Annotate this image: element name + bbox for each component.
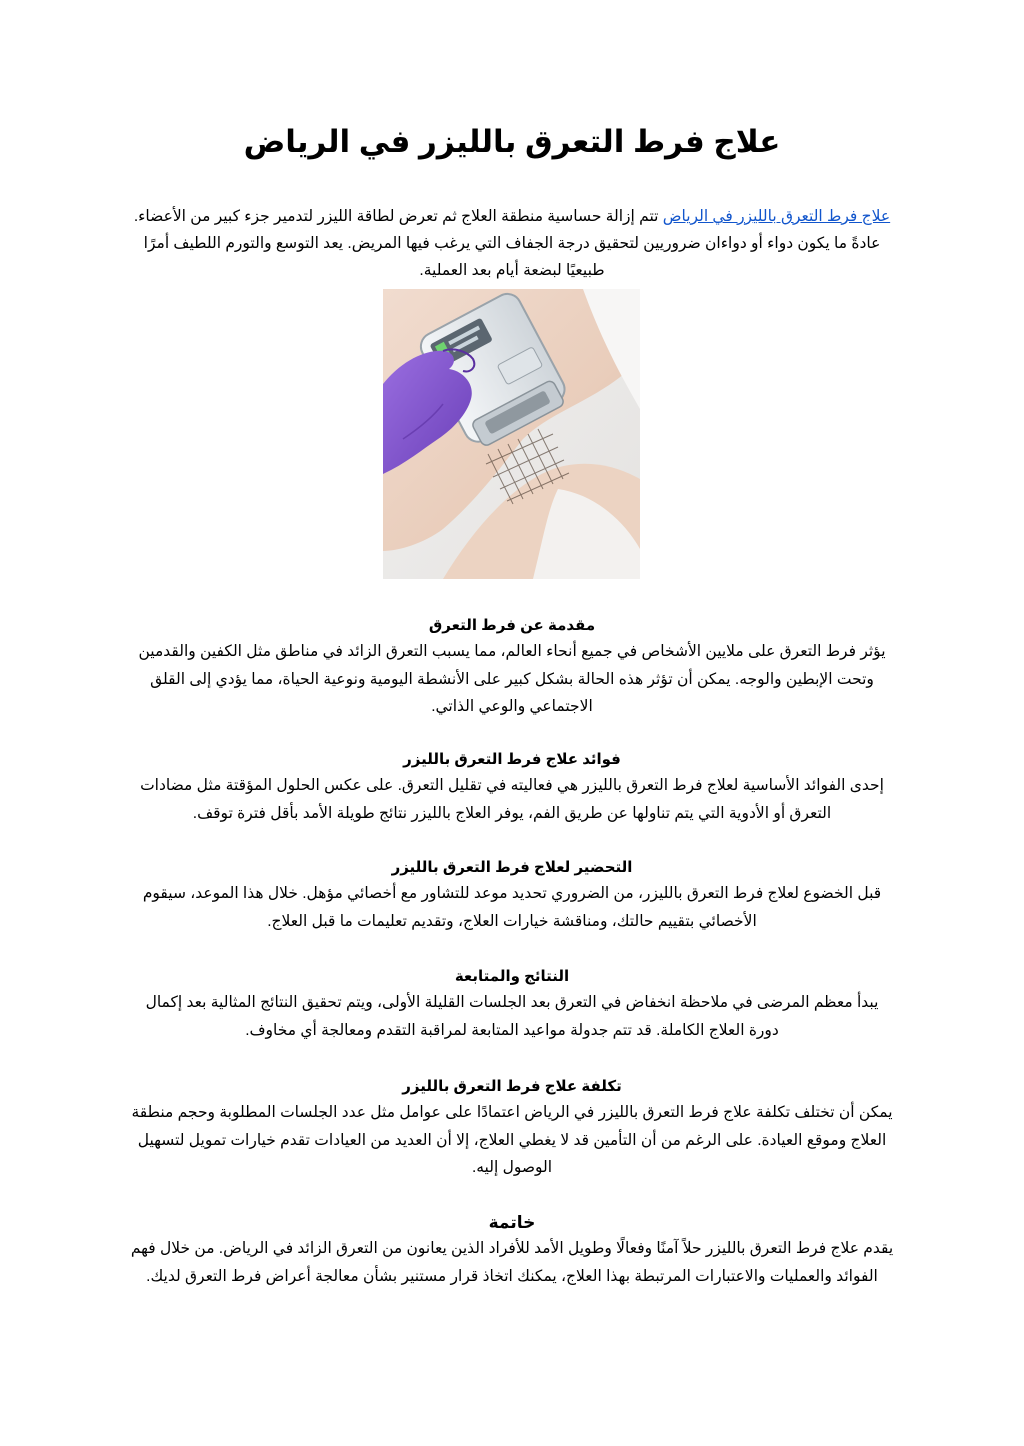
section-body: قبل الخضوع لعلاج فرط التعرق بالليزر، من الضروري تحديد موعد للتشاور مع أخصائي مؤهل. خلال هذا الموعد، سيقوم الأخصائي بتقييم حالتك، ومناقشة خيارات العلاج، وتقديم تعليمات ما قبل العلاج. <box>142 885 882 930</box>
section-heading: فوائد علاج فرط التعرق بالليزر <box>403 751 621 768</box>
section-preparation <box>130 856 894 935</box>
section-body: يقدم علاج فرط التعرق بالليزر حلاً آمنًا وفعالًا وطويل الأمد للأفراد الذين يعانون من التعرق الزائد في الرياض. من خلال فهم الفوائد والعمليات والاعتبارات المرتبطة بهذا العلاج، يمكنك اتخاذ قرار مستنير بشأن معالجة أعراض فرط التعرق لديك. <box>130 1240 894 1285</box>
intro-text: تتم إزالة حساسية منطقة العلاج ثم تعرض لطاقة الليزر لتدمير جزء كبير من الأعضاء. عادةً ما يكون دواء أو دواءان ضروريين لتحقيق درجة الجفاف التي يرغب فيها المريض. يعد التوسع والتورم اللطيف أمرًا طبيعيًا لبضعة أيام بعد العملية. <box>133 208 881 279</box>
section-heading: النتائج والمتابعة <box>454 968 570 985</box>
section-heading: خاتمة <box>488 1213 536 1232</box>
section-heading: مقدمة عن فرط التعرق <box>428 617 596 634</box>
section-body: يؤثر فرط التعرق على ملايين الأشخاص في جميع أنحاء العالم، مما يسبب التعرق الزائد في مناطق مثل الكفين والقدمين وتحت الإبطين والوجه. يمكن أن تؤثر هذه الحالة بشكل كبير على الأنشطة اليومية ونوعية الحياة، مما يؤدي إلى القلق الاجتماعي والوعي الذاتي. <box>138 643 886 715</box>
section-results <box>130 965 894 1044</box>
intro-paragraph <box>130 203 894 284</box>
section-benefits <box>130 748 894 827</box>
section-cost <box>130 1075 894 1182</box>
intro-link[interactable]: علاج فرط التعرق بالليزر في الرياض <box>662 208 891 225</box>
section-body: يبدأ معظم المرضى في ملاحظة انخفاض في التعرق بعد الجلسات القليلة الأولى، ويتم تحقيق النتائج المثالية بعد إكمال دورة العلاج الكاملة. قد تتم جدولة مواعيد المتابعة لمراقبة التقدم ومعالجة أي مخاوف. <box>145 994 879 1039</box>
page-title: علاج فرط التعرق بالليزر في الرياض <box>243 124 781 159</box>
section-conclusion <box>130 1211 894 1290</box>
section-body: إحدى الفوائد الأساسية لعلاج فرط التعرق بالليزر هي فعاليته في تقليل التعرق. على عكس الحلول المؤقتة مثل مضادات التعرق أو الأدوية التي يتم تناولها عن طريق الفم، يوفر العلاج بالليزر نتائج طويلة الأمد بأقل فترة توقف. <box>140 777 884 822</box>
treatment-photo <box>383 289 640 579</box>
section-introduction <box>130 614 894 721</box>
section-heading: تكلفة علاج فرط التعرق بالليزر <box>402 1078 622 1095</box>
section-body: يمكن أن تختلف تكلفة علاج فرط التعرق بالليزر في الرياض اعتمادًا على عوامل مثل عدد الجلسات المطلوبة وحجم منطقة العلاج وموقع العيادة. على الرغم من أن التأمين قد لا يغطي العلاج، إلا أن العديد من العيادات تقدم خيارات تمويل لتسهيل الوصول إليه. <box>131 1104 893 1176</box>
section-heading: التحضير لعلاج فرط التعرق بالليزر <box>391 859 633 876</box>
